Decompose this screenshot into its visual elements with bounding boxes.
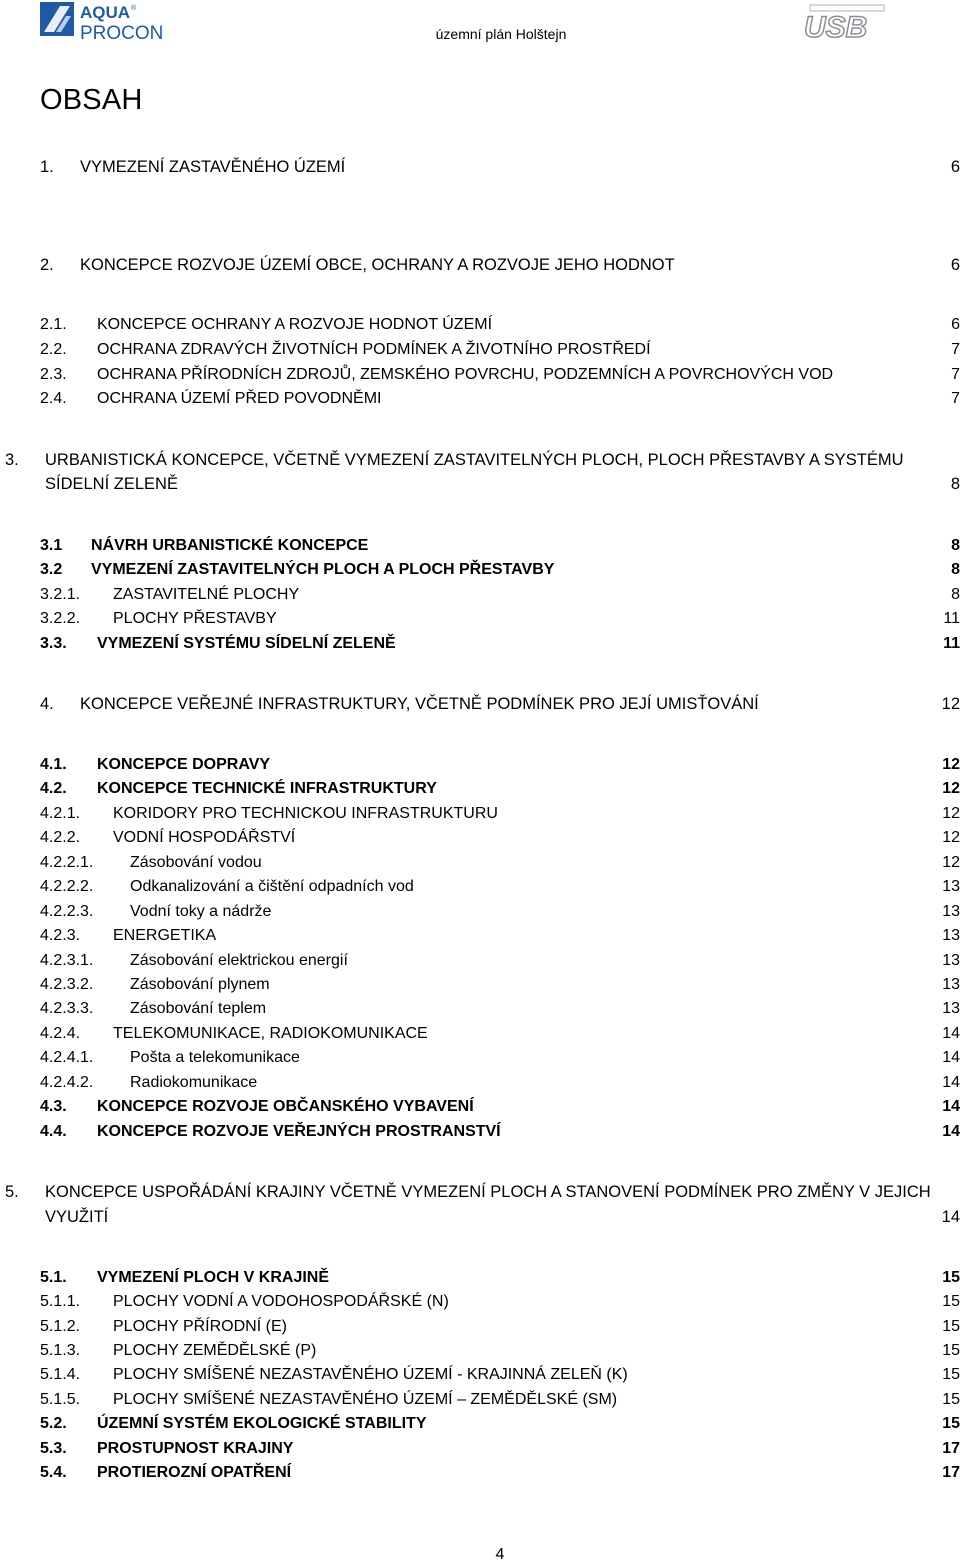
- toc-entry-number: 4.2.: [40, 780, 67, 797]
- toc-entry-page: 7: [951, 366, 960, 383]
- toc-entry-page: 13: [942, 903, 960, 920]
- toc-entry-title: PLOCHY ZEMĚDĚLSKÉ (P): [113, 1342, 317, 1359]
- toc-entry-title: VYMEZENÍ ZASTAVITELNÝCH PLOCH A PLOCH PŘESTAVBY: [91, 561, 555, 578]
- toc-entry-3-line2[interactable]: [45, 473, 960, 495]
- toc-entry-page: 6: [950, 256, 960, 274]
- toc-entry-number: 4.2.4.2.: [40, 1074, 94, 1091]
- toc-entry-number: 5.1.1.: [40, 1293, 81, 1310]
- toc-entry-title: KONCEPCE OCHRANY A ROZVOJE HODNOT ÚZEMÍ: [97, 316, 493, 333]
- toc-entry-page: 13: [942, 1000, 960, 1017]
- toc-entry-4-2-4-2[interactable]: [40, 1072, 960, 1094]
- toc-entry-number: 2.2.: [40, 341, 67, 358]
- toc-entry-4-2-2[interactable]: [40, 827, 960, 849]
- toc-entry-page: 17: [942, 1440, 960, 1457]
- toc-entry-title: Pošta a telekomunikace: [130, 1049, 300, 1066]
- toc-entry-page: 13: [942, 927, 960, 944]
- toc-entry-number: 4.2.2.1.: [40, 854, 94, 871]
- toc-entry-5-1[interactable]: [40, 1267, 960, 1289]
- toc-entry-title: PLOCHY PŘÍRODNÍ (E): [113, 1318, 287, 1335]
- toc-entry-1[interactable]: [40, 156, 960, 178]
- toc-entry-number: 3.1: [40, 537, 63, 554]
- toc-entry-number: 4.2.2.: [40, 829, 81, 846]
- toc-entry-title: ENERGETIKA: [113, 927, 217, 944]
- toc-entry-number: 4.2.3.1.: [40, 952, 94, 969]
- logo-reg: ®: [131, 5, 137, 12]
- toc-entry-page: 6: [950, 158, 960, 176]
- toc-entry-page: 7: [951, 341, 960, 358]
- toc-entry-page: 11: [943, 635, 960, 652]
- toc-entry-2[interactable]: [40, 254, 960, 276]
- toc-entry-title: KORIDORY PRO TECHNICKOU INFRASTRUKTURU: [113, 805, 498, 822]
- toc-entry-number: 3.2.1.: [40, 586, 81, 603]
- toc-entry-3-2-2[interactable]: [40, 608, 960, 630]
- toc-entry-5-1-5[interactable]: [40, 1389, 960, 1411]
- toc-entry-title: KONCEPCE ROZVOJE VEŘEJNÝCH PROSTRANSTVÍ: [97, 1123, 501, 1140]
- toc-entry-2-1[interactable]: [40, 314, 960, 336]
- toc-entry-title: PLOCHY SMÍŠENÉ NEZASTAVĚNÉHO ÚZEMÍ - KRAJINNÁ ZELEŇ (K): [113, 1366, 628, 1383]
- toc-entry-page: 15: [942, 1415, 960, 1432]
- toc-entry-number: 3.: [5, 451, 19, 469]
- toc-entry-number: 5.: [5, 1183, 19, 1201]
- toc-entry-page: 14: [942, 1025, 960, 1042]
- toc-entry-5-3[interactable]: [40, 1438, 960, 1460]
- toc-entry-page: 8: [951, 561, 960, 578]
- toc-entry-page: 12: [942, 805, 960, 822]
- toc-entry-title: VYMEZENÍ PLOCH V KRAJINĚ: [97, 1269, 330, 1286]
- page-number: 4: [495, 1546, 505, 1563]
- toc-entry-3-2-1[interactable]: [40, 584, 960, 606]
- toc-entry-page: 15: [942, 1391, 960, 1408]
- toc-entry-title: KONCEPCE ROZVOJE OBČANSKÉHO VYBAVENÍ: [97, 1098, 474, 1115]
- toc-entry-page: 8: [951, 537, 960, 554]
- toc-entry-page: 14: [942, 1049, 960, 1066]
- toc-entry-page: 17: [942, 1464, 960, 1481]
- toc-entry-5-4[interactable]: [40, 1462, 960, 1484]
- toc-entry-4-1[interactable]: [40, 754, 960, 776]
- toc-entry-4-2-4-1[interactable]: [40, 1047, 960, 1069]
- toc-entry-5-2[interactable]: [40, 1413, 960, 1435]
- toc-entry-3-2[interactable]: [40, 559, 960, 581]
- toc-entry-2-2[interactable]: [40, 339, 960, 361]
- toc-entry-number: 5.1.4.: [40, 1366, 81, 1383]
- toc-entry-3-1[interactable]: [40, 535, 960, 557]
- toc-entry-4-2-2-1[interactable]: [40, 852, 960, 874]
- header-title: územní plán Holštejn: [435, 26, 567, 42]
- toc-entry-2-4[interactable]: [40, 388, 960, 410]
- toc-entry-page: 15: [942, 1366, 960, 1383]
- toc-entry-title: ÚZEMNÍ SYSTÉM EKOLOGICKÉ STABILITY: [97, 1415, 427, 1432]
- toc-entry-title: ZASTAVITELNÉ PLOCHY: [113, 586, 300, 603]
- toc-entry-page: 13: [942, 976, 960, 993]
- toc-entry-title: VYMEZENÍ SYSTÉMU SÍDELNÍ ZELENĚ: [97, 635, 396, 652]
- toc-entry-title: TELEKOMUNIKACE, RADIOKOMUNIKACE: [113, 1025, 428, 1042]
- toc-entry-number: 4.2.3.2.: [40, 976, 94, 993]
- toc-entry-page: 15: [942, 1269, 960, 1286]
- toc-entry-number: 4.4.: [40, 1123, 67, 1140]
- toc-entry-page: 15: [942, 1293, 960, 1310]
- toc-entry-4-2-3-1[interactable]: [40, 950, 960, 972]
- toc-entry-5-line2[interactable]: [45, 1206, 960, 1228]
- toc-entry-title: Zásobování vodou: [130, 854, 262, 871]
- toc-entry-title-line2: SÍDELNÍ ZELENĚ: [45, 475, 178, 493]
- toc-entry-4-4[interactable]: [40, 1121, 960, 1143]
- toc-entry-4-3[interactable]: [40, 1096, 960, 1118]
- document-title: OBSAH: [40, 84, 143, 116]
- toc-entry-number: 5.1.5.: [40, 1391, 81, 1408]
- toc-entry-5[interactable]: [5, 1181, 960, 1203]
- toc-entry-title: Radiokomunikace: [130, 1074, 258, 1091]
- toc-entry-title: OCHRANA ÚZEMÍ PŘED POVODNĚMI: [97, 390, 382, 407]
- toc-entry-title: PLOCHY SMÍŠENÉ NEZASTAVĚNÉHO ÚZEMÍ – ZEMĚDĚLSKÉ (SM): [113, 1391, 618, 1408]
- toc-entry-page: 12: [942, 756, 960, 773]
- toc-entry-number: 4.2.3.3.: [40, 1000, 94, 1017]
- toc-entry-page: 14: [942, 1123, 960, 1140]
- toc-entry-title: KONCEPCE ROZVOJE ÚZEMÍ OBCE, OCHRANY A ROZVOJE JEHO HODNOT: [80, 256, 675, 274]
- toc-entry-number: 5.1.2.: [40, 1318, 81, 1335]
- toc-entry-4[interactable]: [40, 693, 960, 715]
- toc-entry-3-3[interactable]: [40, 633, 960, 655]
- toc-entry-title: Zásobování plynem: [130, 976, 270, 993]
- toc-entry-number: 5.1.: [40, 1269, 67, 1286]
- toc-entry-title: PROTIEROZNÍ OPATŘENÍ: [97, 1464, 292, 1481]
- toc-entry-page: 13: [942, 878, 960, 895]
- toc-entry-number: 4.2.3.: [40, 927, 81, 944]
- logo-text-bottom: PROCON: [80, 23, 164, 42]
- toc-entry-5-1-3[interactable]: [40, 1340, 960, 1362]
- toc-entry-number: 4.2.2.2.: [40, 878, 94, 895]
- toc-entry-5-1-1[interactable]: [40, 1291, 960, 1313]
- toc-entry-number: 2.: [40, 256, 54, 274]
- toc-entry-number: 4.: [40, 695, 54, 713]
- toc-entry-number: 2.4.: [40, 390, 67, 407]
- toc-entry-2-3[interactable]: [40, 364, 960, 386]
- toc-entry-page: 11: [943, 610, 960, 627]
- toc-entry-4-2-3[interactable]: [40, 925, 960, 947]
- toc-entry-page: 15: [942, 1318, 960, 1335]
- toc-entry-title: Zásobování teplem: [130, 1000, 267, 1017]
- toc-entry-number: 3.2: [40, 561, 63, 578]
- toc-entry-title: OCHRANA ZDRAVÝCH ŽIVOTNÍCH PODMÍNEK A ŽIVOTNÍHO PROSTŘEDÍ: [97, 341, 651, 358]
- toc-entry-4-2-3-2[interactable]: [40, 974, 960, 996]
- toc-entry-title-line1: KONCEPCE USPOŘÁDÁNÍ KRAJINY VČETNĚ VYMEZENÍ PLOCH A STANOVENÍ PODMÍNEK PRO ZMĚNY V JEJICH: [45, 1183, 931, 1201]
- toc-entry-page: 12: [942, 829, 960, 846]
- toc-entry-number: 1.: [40, 158, 54, 176]
- toc-entry-number: 4.2.4.1.: [40, 1049, 94, 1066]
- toc-entry-title: KONCEPCE TECHNICKÉ INFRASTRUKTURY: [97, 780, 437, 797]
- toc-entry-number: 5.4.: [40, 1464, 67, 1481]
- toc-entry-page: 14: [941, 1208, 960, 1226]
- toc-entry-title: PROSTUPNOST KRAJINY: [97, 1440, 294, 1457]
- toc-entry-title: OCHRANA PŘÍRODNÍCH ZDROJŮ, ZEMSKÉHO POVRCHU, PODZEMNÍCH A POVRCHOVÝCH VOD: [97, 366, 834, 383]
- toc-entry-5-1-4[interactable]: [40, 1364, 960, 1386]
- toc-entry-number: 4.2.2.3.: [40, 903, 94, 920]
- toc-entry-title: Zásobování elektrickou energií: [130, 952, 348, 969]
- toc-entry-4-2-3-3[interactable]: [40, 998, 960, 1020]
- toc-entry-page: 12: [942, 854, 960, 871]
- toc-entry-number: 4.2.1.: [40, 805, 81, 822]
- toc-entry-number: 4.1.: [40, 756, 67, 773]
- toc-entry-title: PLOCHY VODNÍ A VODOHOSPODÁŘSKÉ (N): [113, 1293, 449, 1310]
- toc-entry-title: Odkanalizování a čištění odpadních vod: [130, 878, 414, 895]
- toc-entry-page: 14: [942, 1098, 960, 1115]
- toc-entry-4-2-2-3[interactable]: [40, 901, 960, 923]
- toc-entry-page: 12: [941, 695, 960, 713]
- logo-text-top: AQUA: [80, 3, 131, 22]
- toc-entry-page: 14: [942, 1074, 960, 1091]
- toc-entry-number: 2.1.: [40, 316, 67, 333]
- toc-entry-number: 5.3.: [40, 1440, 67, 1457]
- toc-entry-page: 12: [942, 780, 960, 797]
- toc-entry-page: 8: [951, 586, 960, 603]
- toc-entry-number: 2.3.: [40, 366, 67, 383]
- toc-entry-number: 3.2.2.: [40, 610, 81, 627]
- toc-entry-4-2-4[interactable]: [40, 1023, 960, 1045]
- toc-entry-4-2-2-2[interactable]: [40, 876, 960, 898]
- toc-entry-title: VYMEZENÍ ZASTAVĚNÉHO ÚZEMÍ: [80, 158, 346, 176]
- toc-entry-number: 3.3.: [40, 635, 67, 652]
- toc-entry-title-line2: VYUŽITÍ: [45, 1208, 109, 1226]
- toc-entry-number: 5.2.: [40, 1415, 67, 1432]
- toc-entry-title: PLOCHY PŘESTAVBY: [113, 610, 277, 627]
- toc-entry-page: 13: [942, 952, 960, 969]
- toc-entry-title-line1: URBANISTICKÁ KONCEPCE, VČETNĚ VYMEZENÍ ZASTAVITELNÝCH PLOCH, PLOCH PŘESTAVBY A SYSTÉMU: [45, 451, 904, 469]
- usb-logo-text: USB: [804, 11, 868, 40]
- toc-entry-3[interactable]: [5, 449, 960, 471]
- toc-entry-5-1-2[interactable]: [40, 1316, 960, 1338]
- toc-entry-page: 6: [951, 316, 960, 333]
- toc-entry-number: 4.3.: [40, 1098, 67, 1115]
- toc-entry-number: 4.2.4.: [40, 1025, 81, 1042]
- toc-entry-page: 8: [950, 475, 960, 493]
- toc-entry-title: KONCEPCE DOPRAVY: [97, 756, 271, 773]
- toc-entry-4-2[interactable]: [40, 778, 960, 800]
- toc-entry-page: 7: [951, 390, 960, 407]
- toc-entry-title: VODNÍ HOSPODÁŘSTVÍ: [113, 829, 296, 846]
- toc-entry-title: NÁVRH URBANISTICKÉ KONCEPCE: [91, 537, 369, 554]
- toc-entry-title: Vodní toky a nádrže: [130, 903, 272, 920]
- toc-entry-title: KONCEPCE VEŘEJNÉ INFRASTRUKTURY, VČETNĚ PODMÍNEK PRO JEJÍ UMISŤOVÁNÍ: [80, 695, 759, 713]
- toc-entry-page: 15: [942, 1342, 960, 1359]
- toc-entry-number: 5.1.3.: [40, 1342, 81, 1359]
- toc-entry-4-2-1[interactable]: [40, 803, 960, 825]
